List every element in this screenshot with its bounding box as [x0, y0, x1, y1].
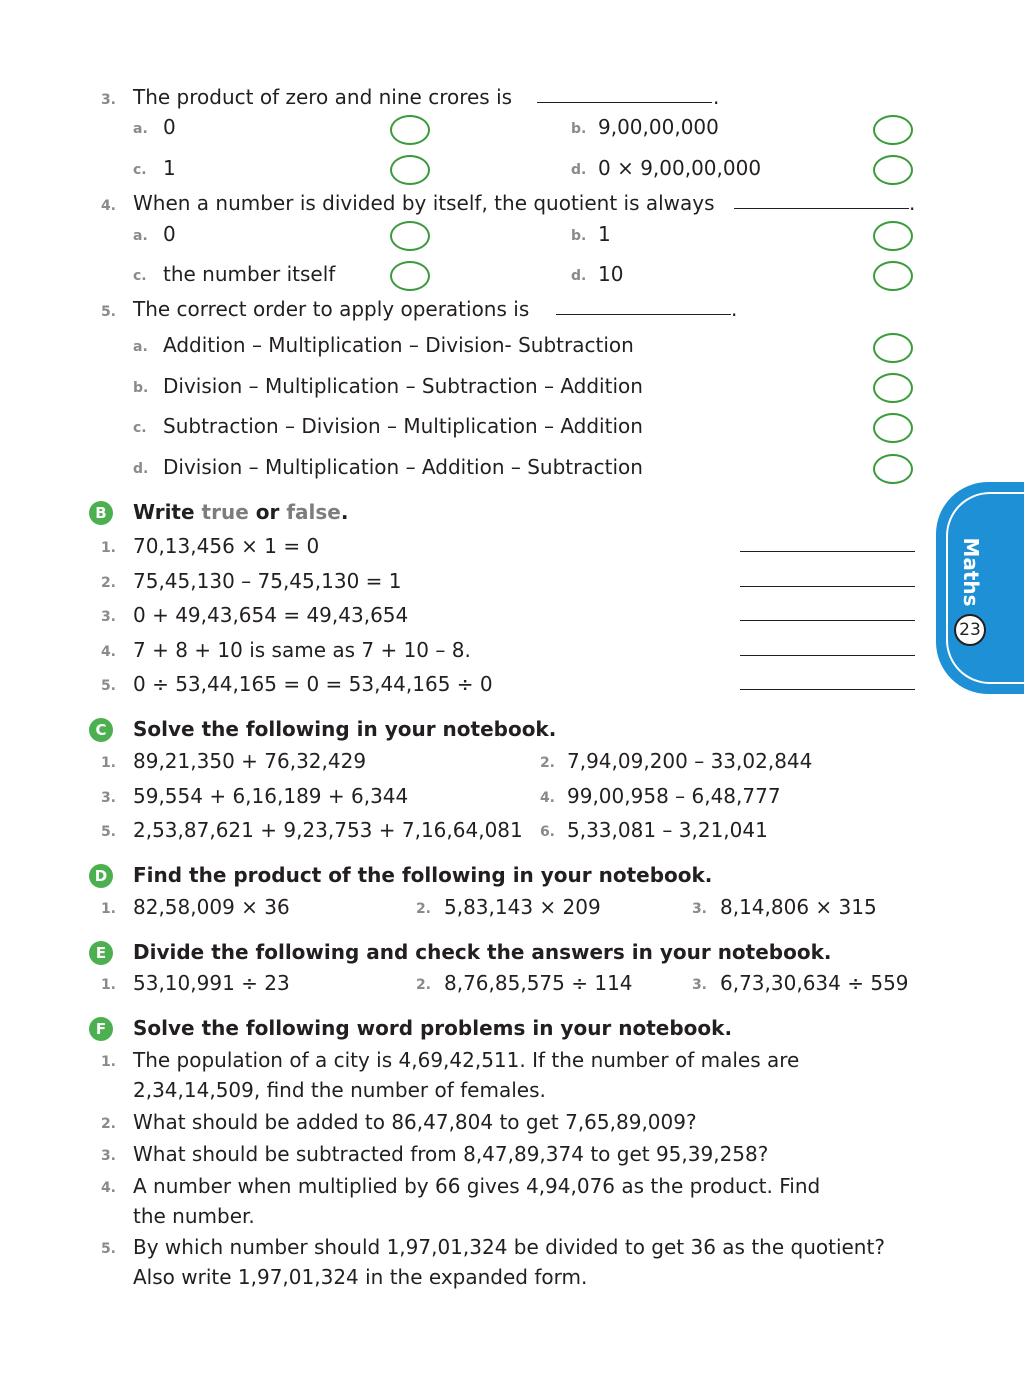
section-badge-e: E: [89, 941, 113, 965]
item-number: 2.: [415, 977, 431, 993]
problem-text: 53,10,991 ÷ 23: [133, 971, 290, 995]
problem-text: 59,554 + 6,16,189 + 6,344: [133, 784, 409, 808]
section-badge-f: F: [89, 1017, 113, 1041]
question-end: .: [713, 85, 720, 109]
option-text: Division – Multiplication – Addition – Subtraction: [163, 455, 643, 479]
word-problem-line: By which number should 1,97,01,324 be divided to get 36 as the quotient?: [133, 1235, 885, 1259]
word-problem-line: Also write 1,97,01,324 in the expanded form.: [133, 1265, 588, 1289]
answer-oval[interactable]: [873, 373, 913, 403]
section-f-heading: Solve the following word problems in your notebook.: [133, 1016, 733, 1040]
heading-period: .: [340, 500, 349, 524]
answer-oval[interactable]: [873, 261, 913, 291]
question-end: .: [909, 191, 916, 215]
word-problem-line: What should be added to 86,47,804 to get 7,65,89,009?: [133, 1110, 697, 1134]
answer-blank[interactable]: [734, 208, 909, 209]
problem-text: 8,76,85,575 ÷ 114: [444, 971, 633, 995]
option-text: Division – Multiplication – Subtraction – Addition: [163, 374, 643, 398]
false-word: false: [286, 500, 341, 524]
item-number: 4.: [100, 644, 116, 660]
section-c-heading: Solve the following in your notebook.: [133, 717, 557, 741]
answer-oval[interactable]: [390, 155, 430, 185]
option-letter: a.: [133, 121, 148, 137]
section-e-heading: Divide the following and check the answers in your notebook.: [133, 940, 832, 964]
answer-oval[interactable]: [873, 333, 913, 363]
item-number: 1.: [100, 901, 116, 917]
heading-word: or: [255, 500, 280, 524]
option-text: Subtraction – Division – Multiplication – Addition: [163, 414, 643, 438]
heading-word: Write: [133, 500, 195, 524]
item-number: 2.: [100, 575, 116, 591]
option-letter: d.: [571, 162, 587, 178]
item-number: 5.: [100, 1241, 116, 1257]
item-number: 2.: [415, 901, 431, 917]
option-letter: b.: [571, 228, 587, 244]
answer-oval[interactable]: [873, 221, 913, 251]
question-text: The product of zero and nine crores is: [133, 85, 513, 109]
option-letter: a.: [133, 228, 148, 244]
answer-oval[interactable]: [873, 115, 913, 145]
option-text: the number itself: [163, 262, 336, 286]
statement-text: 7 + 8 + 10 is same as 7 + 10 – 8.: [133, 638, 471, 662]
item-number: 4.: [539, 790, 555, 806]
answer-blank[interactable]: [740, 655, 915, 656]
word-problem-line: What should be subtracted from 8,47,89,374 to get 95,39,258?: [133, 1142, 769, 1166]
option-text: 10: [598, 262, 624, 286]
option-text: 0: [163, 115, 176, 139]
option-text: 1: [163, 156, 176, 180]
option-text: 1: [598, 222, 611, 246]
option-letter: d.: [133, 461, 149, 477]
section-badge-b: B: [89, 501, 113, 525]
problem-text: 8,14,806 × 315: [720, 895, 877, 919]
option-letter: c.: [133, 162, 147, 178]
word-problem-line: the number.: [133, 1204, 255, 1228]
option-letter: d.: [571, 268, 587, 284]
item-number: 6.: [539, 824, 555, 840]
problem-text: 2,53,87,621 + 9,23,753 + 7,16,64,081: [133, 818, 523, 842]
item-number: 2.: [100, 1116, 116, 1132]
item-number: 5.: [100, 678, 116, 694]
item-number: 5.: [100, 824, 116, 840]
problem-text: 99,00,958 – 6,48,777: [567, 784, 781, 808]
section-badge-c: C: [89, 718, 113, 742]
option-letter: c.: [133, 420, 147, 436]
option-letter: b.: [571, 121, 587, 137]
item-number: 1.: [100, 755, 116, 771]
option-letter: b.: [133, 380, 149, 396]
item-number: 3.: [691, 901, 707, 917]
question-number: 3.: [100, 92, 116, 108]
item-number: 1.: [100, 540, 116, 556]
problem-text: 5,33,081 – 3,21,041: [567, 818, 768, 842]
problem-text: 7,94,09,200 – 33,02,844: [567, 749, 813, 773]
problem-text: 82,58,009 × 36: [133, 895, 290, 919]
option-text: 0 × 9,00,00,000: [598, 156, 762, 180]
word-problem-line: The population of a city is 4,69,42,511. If the number of males are: [133, 1048, 800, 1072]
problem-text: 6,73,30,634 ÷ 559: [720, 971, 909, 995]
option-letter: a.: [133, 339, 148, 355]
item-number: 3.: [100, 1148, 116, 1164]
question-number: 4.: [100, 198, 116, 214]
question-text: When a number is divided by itself, the quotient is always: [133, 191, 715, 215]
statement-text: 75,45,130 – 75,45,130 = 1: [133, 569, 402, 593]
item-number: 4.: [100, 1180, 116, 1196]
answer-oval[interactable]: [873, 454, 913, 484]
word-problem-line: A number when multiplied by 66 gives 4,94,076 as the product. Find: [133, 1174, 821, 1198]
problem-text: 5,83,143 × 209: [444, 895, 601, 919]
problem-text: 89,21,350 + 76,32,429: [133, 749, 367, 773]
side-tab-border: [946, 492, 1024, 684]
item-number: 2.: [539, 755, 555, 771]
item-number: 3.: [100, 790, 116, 806]
word-problem-line: 2,34,14,509, find the number of females.: [133, 1078, 546, 1102]
section-d-heading: Find the product of the following in your notebook.: [133, 863, 713, 887]
answer-blank[interactable]: [740, 586, 915, 587]
statement-text: 0 ÷ 53,44,165 = 0 = 53,44,165 ÷ 0: [133, 672, 493, 696]
section-badge-d: D: [89, 864, 113, 888]
answer-blank[interactable]: [740, 551, 915, 552]
answer-blank[interactable]: [556, 314, 731, 315]
answer-oval[interactable]: [873, 155, 913, 185]
option-text: 0: [163, 222, 176, 246]
statement-text: 70,13,456 × 1 = 0: [133, 534, 320, 558]
answer-oval[interactable]: [873, 413, 913, 443]
section-b-heading: [133, 500, 348, 524]
question-text: The correct order to apply operations is: [133, 297, 530, 321]
item-number: 3.: [100, 609, 116, 625]
question-end: .: [731, 297, 738, 321]
statement-text: 0 + 49,43,654 = 49,43,654: [133, 603, 409, 627]
answer-blank[interactable]: [740, 689, 915, 690]
answer-oval[interactable]: [390, 221, 430, 251]
answer-blank[interactable]: [740, 620, 915, 621]
item-number: 1.: [100, 977, 116, 993]
option-text: 9,00,00,000: [598, 115, 719, 139]
item-number: 3.: [691, 977, 707, 993]
subject-label: Maths: [959, 537, 983, 607]
answer-oval[interactable]: [390, 115, 430, 145]
option-text: Addition – Multiplication – Division- Subtraction: [163, 333, 634, 357]
answer-oval[interactable]: [390, 261, 430, 291]
answer-blank[interactable]: [537, 102, 712, 103]
item-number: 1.: [100, 1054, 116, 1070]
question-number: 5.: [100, 304, 116, 320]
true-word: true: [201, 500, 249, 524]
page-number: 23: [954, 614, 986, 646]
option-letter: c.: [133, 268, 147, 284]
